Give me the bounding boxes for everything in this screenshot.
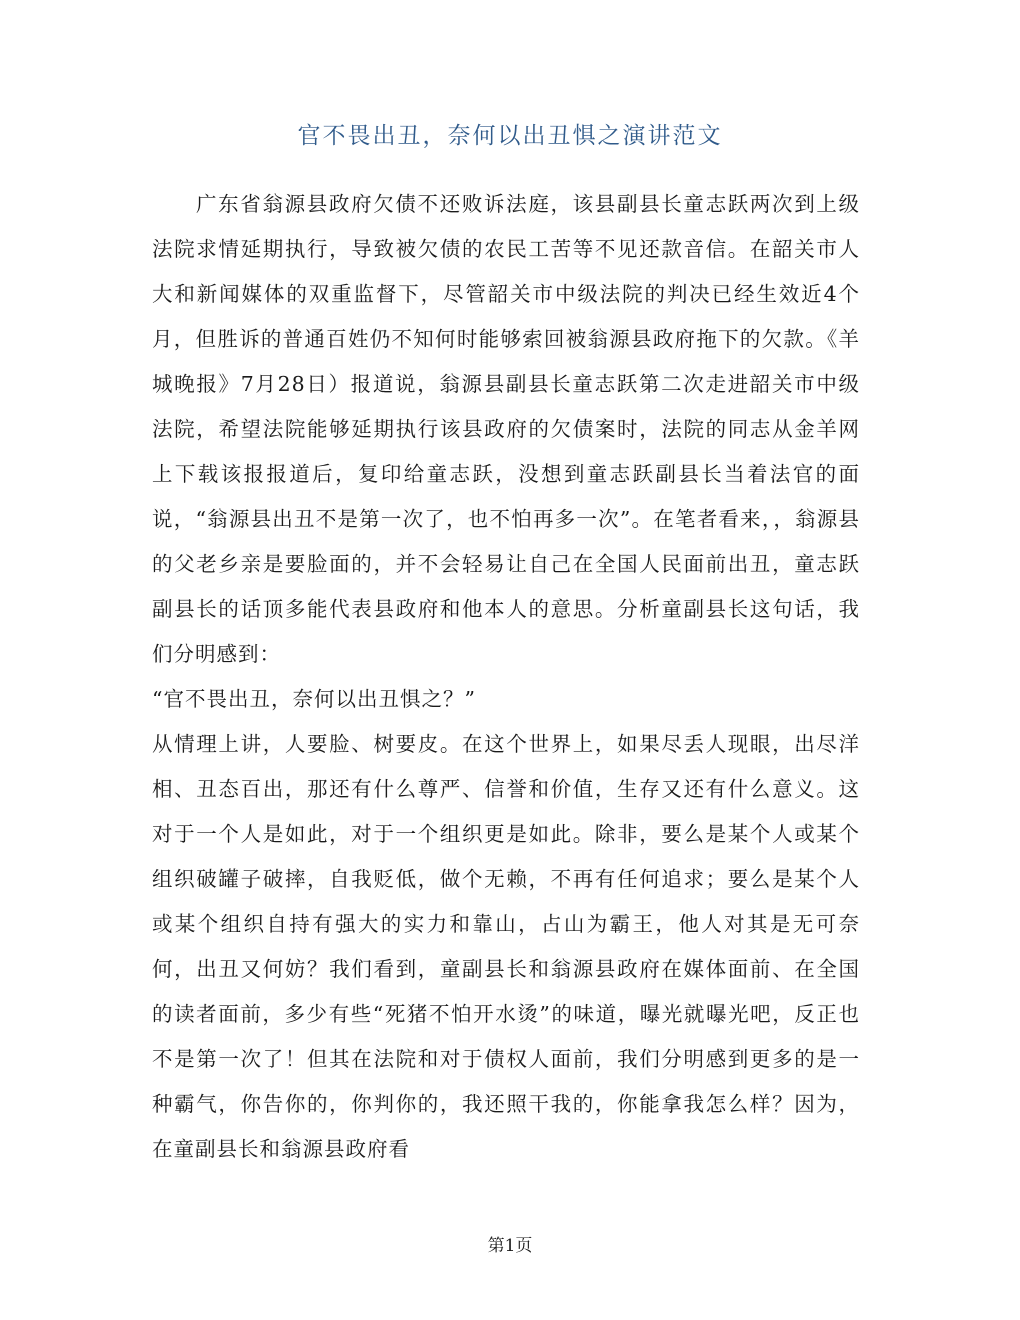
page-number: 第1页 [487, 1236, 533, 1256]
body-paragraph: 广东省翁源县政府欠债不还败诉法庭，该县副县长童志跃两次到上级法院求情延期执行，导致被欠债的农民工苦等不见还款音信。在韶关市人大和新闻媒体的双重监督下，尽管韶关市中级法院的判决已经生效近4个月，但胜诉的普通百姓仍不知何时能够索回被翁源县政府拖下的欠款。《羊城晚报》7月28日）报道说，翁源县副县长童志跃第二次走进韶关市中级法院，希望法院能够延期执行该县政府的欠债案时，法院的同志从金羊网上下载该报报道后，复印给童志跃，没想到童志跃副县长当着法官的面说，“翁源县出丑不是第一次了，也不怕再多一次”。在笔者看来，，翁源县的父老乡亲是要脸面的，并不会轻易让自己在全国人民面前出丑，童志跃副县长的话顶多能代表县政府和他本人的意思。分析童副县长这句话，我们分明感到： [152, 192, 860, 666]
quote-paragraph: “官不畏出丑，奈何以出丑惧之？” [152, 687, 476, 711]
document-title: 官不畏出丑，奈何以出丑惧之演讲范文 [297, 123, 723, 149]
body-paragraph: 从情理上讲，人要脸、树要皮。在这个世界上，如果尽丢人现眼，出尽洋相、丑态百出，那还有什么尊严、信誉和价值，生存又还有什么意义。这对于一个人是如此，对于一个组织更是如此。除非，要么是某个人或某个组织破罐子破摔，自我贬低，做个无赖，不再有任何追求；要么是某个人或某个组织自持有强大的实力和靠山，占山为霸王，他人对其是无可奈何，出丑又何妨？我们看到，童副县长和翁源县政府在媒体面前、在全国的读者面前，多少有些“死猪不怕开水烫”的味道，曝光就曝光吧，反正也不是第一次了！但其在法院和对于债权人面前，我们分明感到更多的是一种霸气，你告你的，你判你的，我还照干我的，你能拿我怎么样？因为，在童副县长和翁源县政府看 [152, 732, 860, 1161]
document-body [152, 182, 860, 1172]
